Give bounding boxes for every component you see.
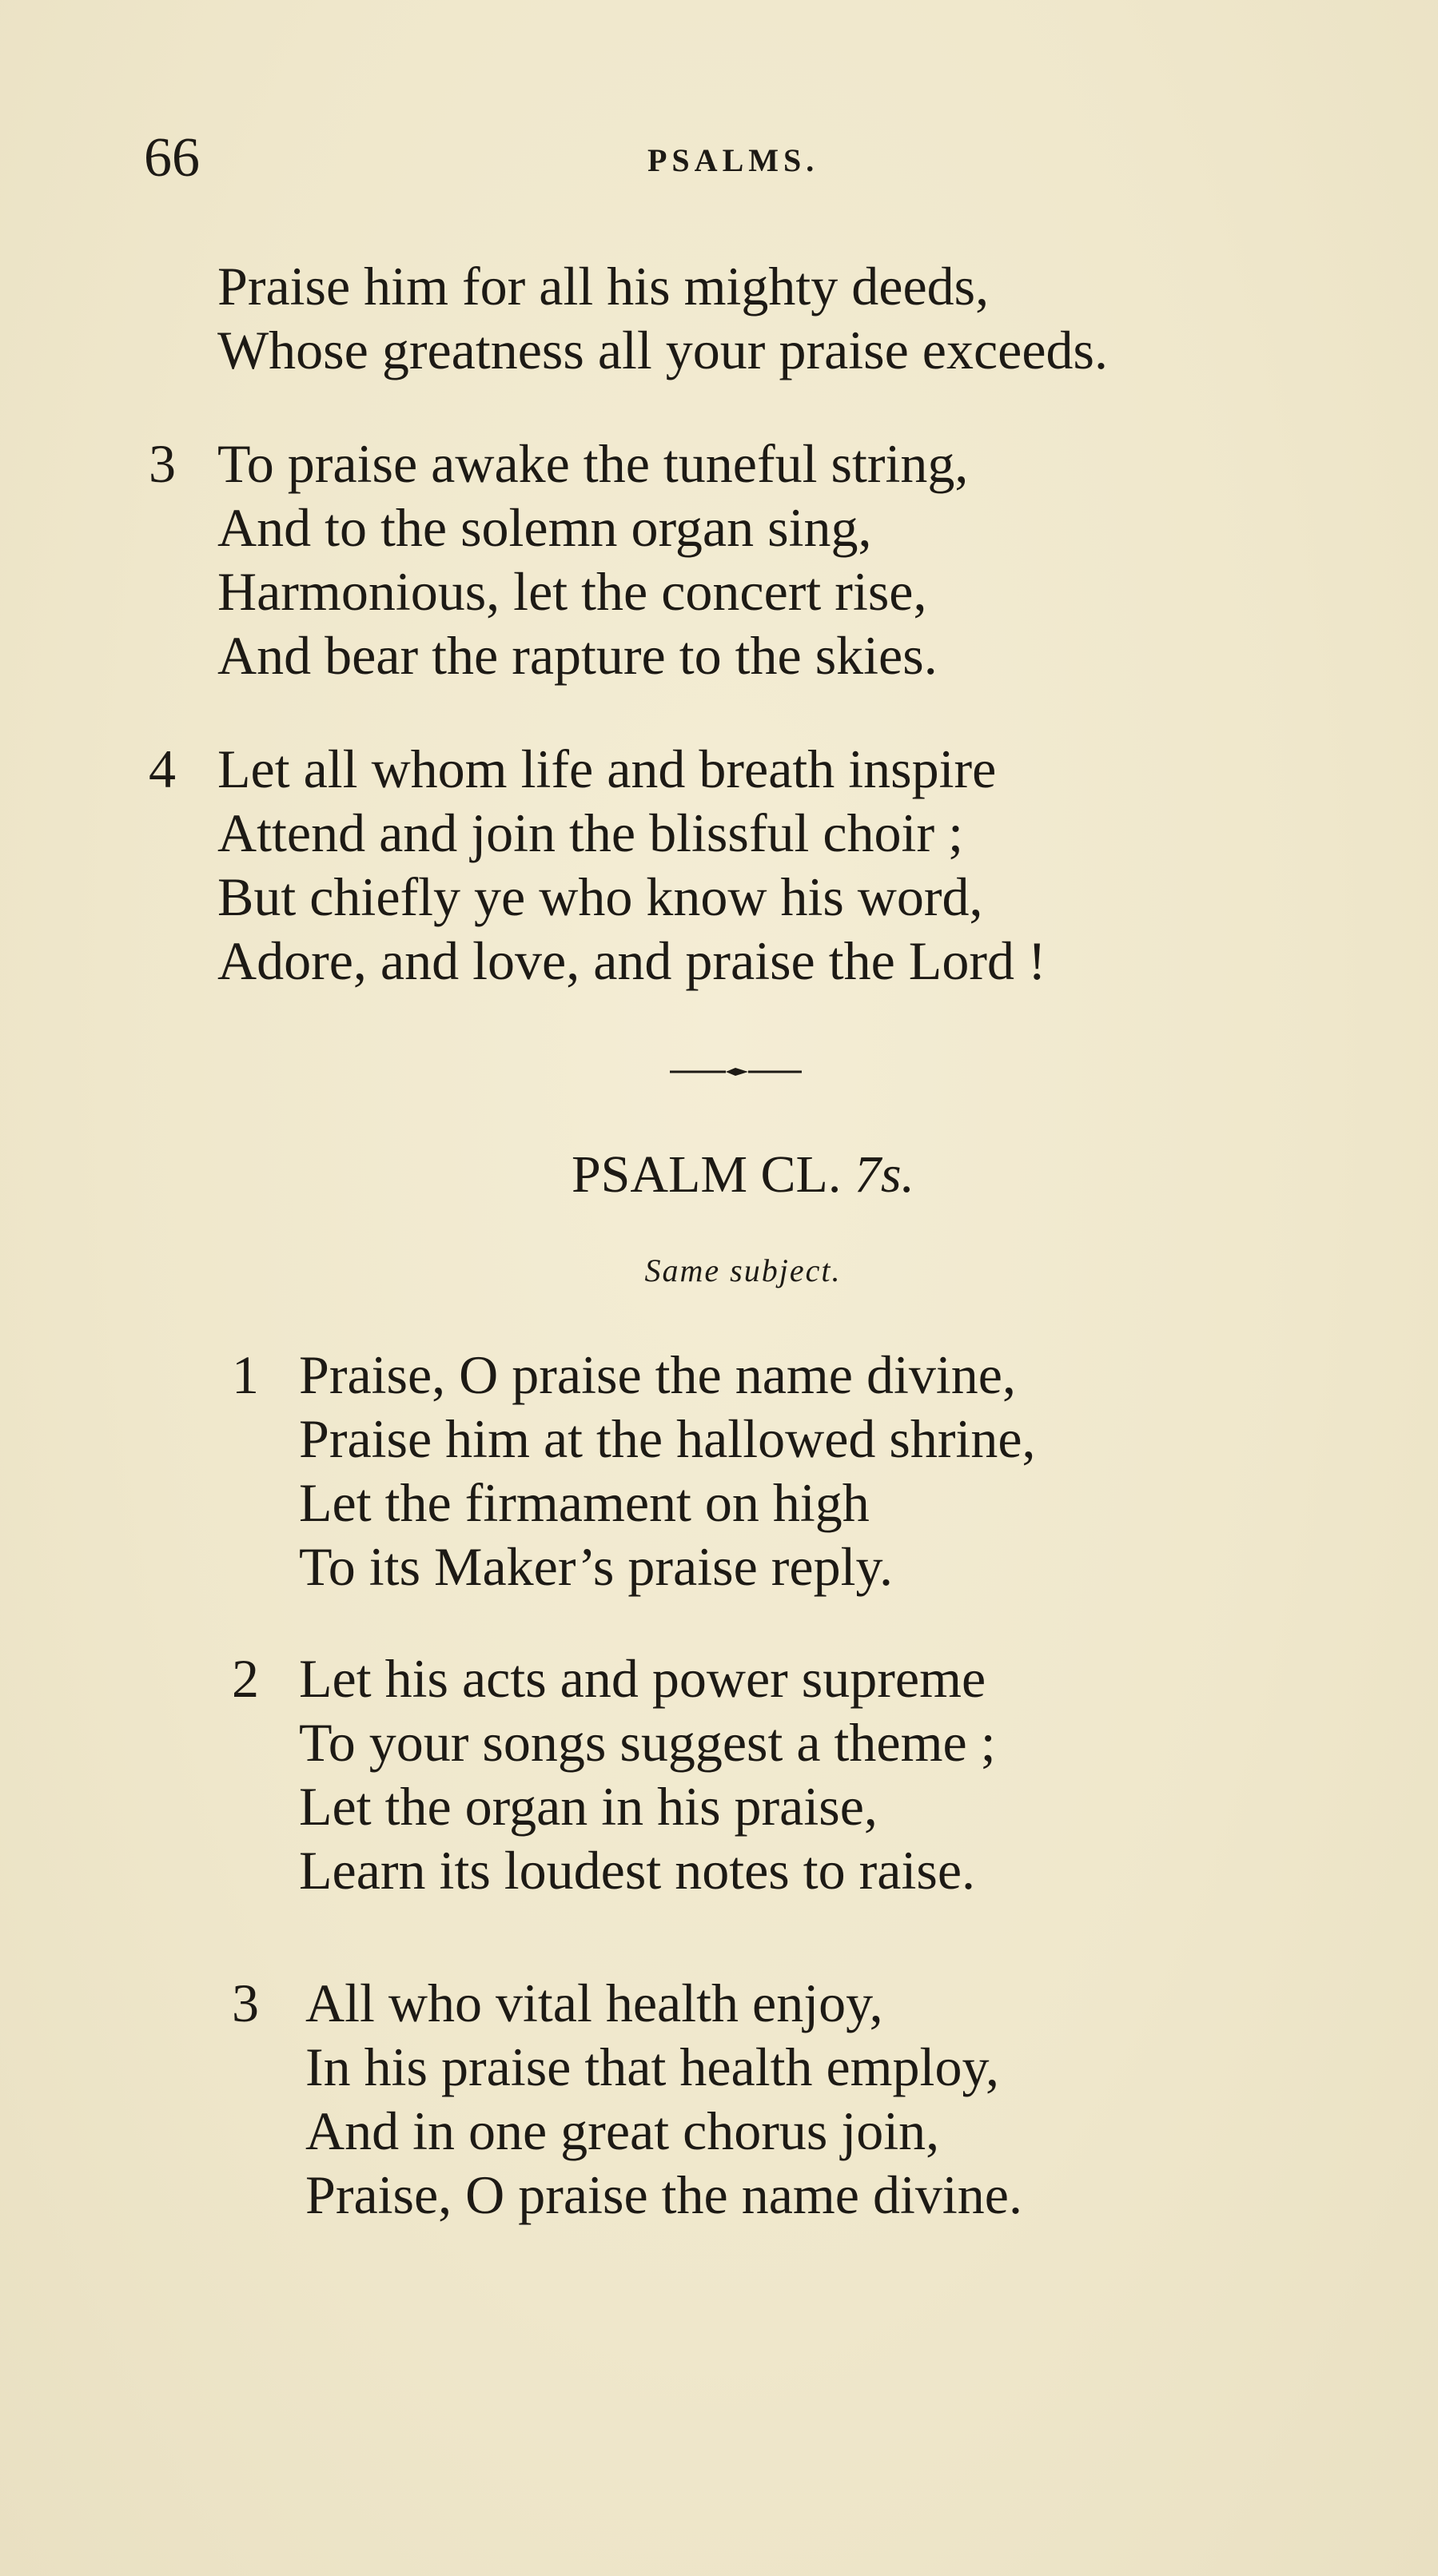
stanza-number: 3 bbox=[149, 433, 176, 494]
verse-line: And to the solemn organ sing, bbox=[217, 497, 872, 558]
psalm-subject: Same subject. bbox=[644, 1252, 842, 1288]
page-header bbox=[144, 126, 1023, 190]
stanza-number: 3 bbox=[232, 1973, 259, 2033]
verse-line: Attend and join the blissful choir ; bbox=[217, 802, 963, 863]
psalm-stanza-3 bbox=[305, 1971, 1438, 2227]
verse-line: Let all whom life and breath inspire bbox=[217, 739, 997, 799]
stanza-4 bbox=[217, 737, 1416, 993]
page-number: 66 bbox=[144, 127, 200, 189]
verse-line: Let the firmament on high bbox=[299, 1472, 870, 1533]
running-head: PSALMS. bbox=[647, 142, 819, 178]
verse-line: To its Maker’s praise reply. bbox=[299, 1536, 894, 1597]
verse-line: Adore, and love, and praise the Lord ! bbox=[217, 930, 1046, 991]
stanza-number: 1 bbox=[232, 1344, 259, 1405]
stanza-continued bbox=[217, 254, 1416, 382]
psalm-title-text: PSALM CL. bbox=[571, 1145, 842, 1204]
verse-line: Harmonious, let the concert rise, bbox=[217, 561, 927, 622]
verse-line: Praise, O praise the name divine. bbox=[305, 2164, 1022, 2225]
verse-line: To praise awake the tuneful string, bbox=[217, 433, 969, 494]
verse-line: And bear the rapture to the skies. bbox=[217, 625, 938, 686]
verse-line: To your songs suggest a theme ; bbox=[299, 1712, 996, 1773]
verse-line: All who vital health enjoy, bbox=[305, 1973, 883, 2033]
verse-line: In his praise that health employ, bbox=[305, 2037, 1000, 2097]
stanza-3 bbox=[217, 432, 1416, 687]
psalm-stanza-1 bbox=[299, 1343, 1438, 1599]
psalm-meter: 7s. bbox=[854, 1145, 915, 1204]
psalm-title bbox=[0, 1143, 1438, 1207]
verse-line: And in one great chorus join, bbox=[305, 2100, 940, 2161]
stanza-number: 4 bbox=[149, 739, 176, 799]
verse-line: Praise, O praise the name divine, bbox=[299, 1344, 1016, 1405]
ornament-divider bbox=[670, 1066, 802, 1077]
verse-line: Learn its loudest notes to raise. bbox=[299, 1840, 976, 1901]
verse-line: Let his acts and power supreme bbox=[299, 1648, 986, 1709]
stanza-number: 2 bbox=[232, 1648, 259, 1709]
verse-line: Praise him at the hallowed shrine, bbox=[299, 1408, 1036, 1469]
verse-line: But chiefly ye who know his word, bbox=[217, 866, 983, 927]
verse-line: Whose greatness all your praise exceeds. bbox=[217, 320, 1108, 380]
verse-line: Let the organ in his praise, bbox=[299, 1776, 878, 1837]
verse-line: Praise him for all his mighty deeds, bbox=[217, 256, 990, 317]
psalm-stanza-2 bbox=[299, 1646, 1438, 1902]
